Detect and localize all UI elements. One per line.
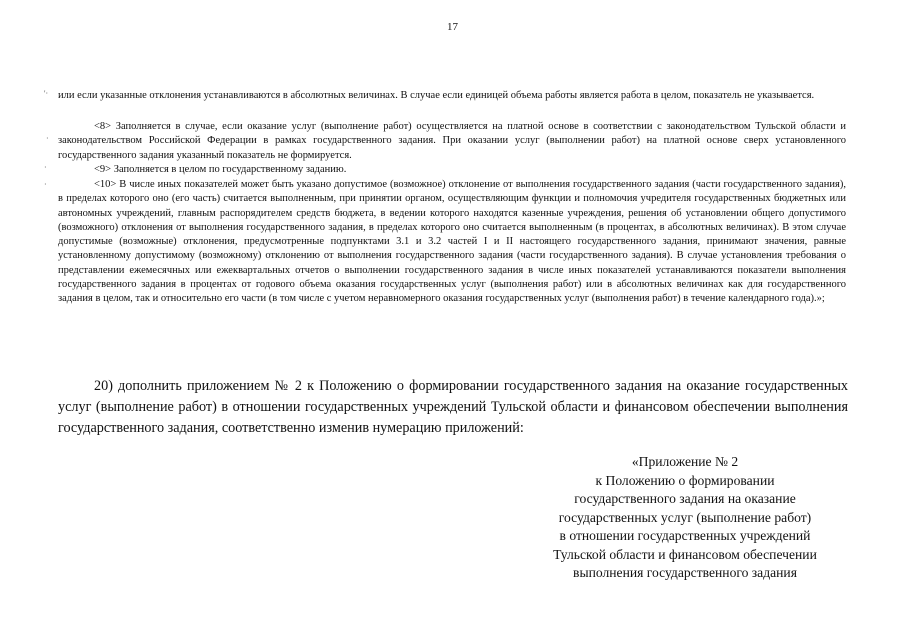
appendix-heading-line: «Приложение № 2	[631, 454, 739, 469]
appendix-heading-line: государственного задания на оказание	[574, 491, 796, 506]
scan-artifact: ·	[46, 134, 49, 143]
scan-artifact: ·	[44, 163, 47, 172]
appendix-heading-line: государственных услуг (выполнение работ)	[558, 509, 812, 525]
scan-artifact: ·	[44, 180, 47, 189]
footnote-8: <8> Заполняется в случае, если оказание услуг (выполнение работ) осуществляется на платной основе в соответствии с законодательством Тульской области и законодательством Российской Федерации в рамках государственного задания. При оказании услуг (выполнении работ) на платной основе сверх установленного государственного задания указанный показатель не формируется.	[58, 121, 846, 161]
footnote-continuation: или если указанные отклонения устанавливаются в абсолютных величинах. В случае если единицей объема работы является работа в целом, показатель не указывается.	[58, 90, 815, 101]
footnote-10: <10> В числе иных показателей может быть указано допустимое (возможное) отклонение от выполнения государственного задания (части государственного задания), в пределах которого оно (его часть) считается выполненным, при принятии органом, осуществляющим функции и полномочия учредителя государственных бюджетных или автономных учреждений, главным распорядителем средств бюджета, в ведении которого находятся казенные учреждения, решения об установлении общего допустимого (возможного) отклонения от выполнения государственного задания, в пределах которого оно считается выполненным (в процентах, в абсолютных величинах). В этом случае допустимые (возможные) отклонения, предусмотренные подпунктами 3.1 и 3.2 частей I и II настоящего государственного задания, принимают значения, равные установленному допустимому (возможному) отклонению от выполнения государственного задания (части государственного задания). В случае установления требования о представлении ежемесячных или ежеквартальных отчетов о выполнении государственного задания в числе иных показателей устанавливаются показатели выполнения государственного задания в процентах от годового объема оказания государственных услуг (выполнения работ) или в абсолютных величинах как для государственного задания в целом, так и относительно его части (в том числе с учетом неравномерного оказания государственных услуг (выполнения работ) в течение календарного года).»;	[58, 179, 846, 305]
page-number: 17	[447, 21, 458, 33]
appendix-heading-line: выполнения государственного задания	[573, 565, 797, 580]
appendix-heading-line: к Положению о формировании	[595, 472, 775, 488]
appendix-heading-line: Тульской области и финансовом обеспечении	[553, 546, 817, 562]
amendment-paragraph: 20) дополнить приложением № 2 к Положению о формировании государственного задания на оказание государственных услуг (выполнение работ) в отношении государственных учреждений Тульской области и финансовом обеспечении выполнения государственного задания, соответственно изменив нумерацию приложений:	[58, 378, 848, 436]
scan-artifact: '·	[44, 89, 49, 98]
footnote-9: <9> Заполняется в целом по государственному заданию.	[94, 164, 347, 175]
appendix-heading	[520, 453, 850, 583]
appendix-heading-line: в отношении государственных учреждений	[559, 528, 811, 543]
